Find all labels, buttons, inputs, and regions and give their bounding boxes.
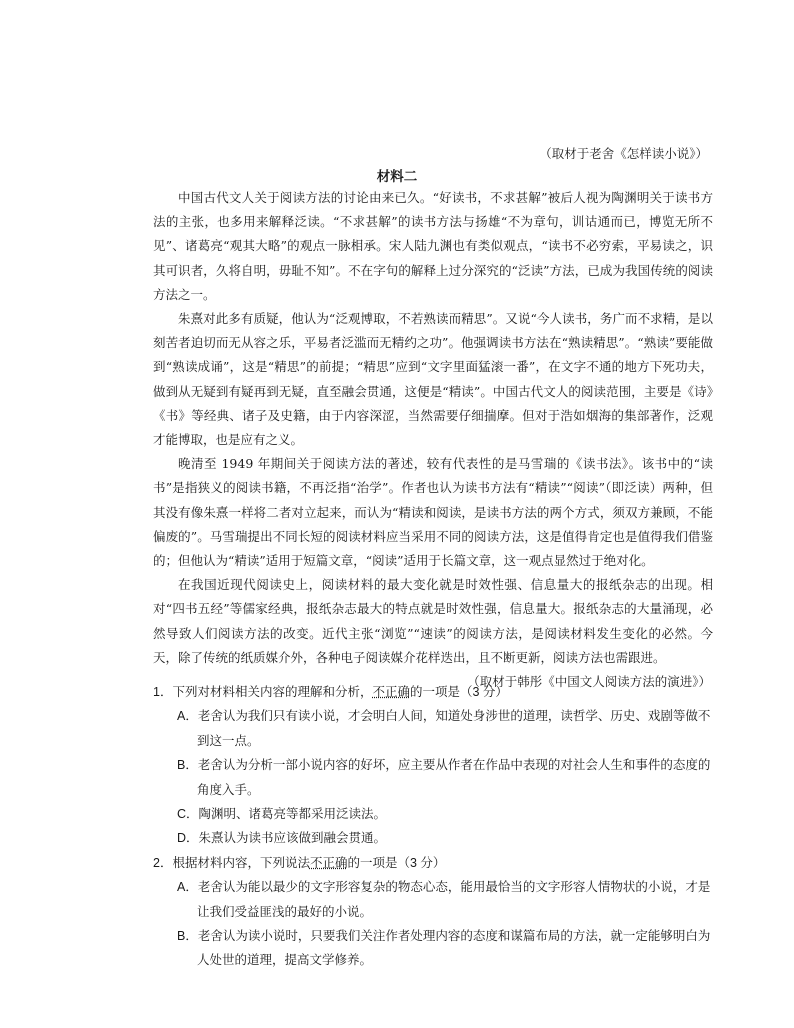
question-stem-text: 1．下列对材料相关内容的理解和分析， [153, 685, 373, 699]
question-1-stem [153, 680, 718, 704]
question-stem-text: 的一项是（3 分） [347, 855, 446, 870]
source-citation-2: （取材于韩彤《中国文人阅读方法的演进》） [467, 674, 711, 690]
question-stem-text: 的一项是（3 分） [409, 685, 508, 699]
paragraph: 中国古代文人关于阅读方法的讨论由来已久。“好读书，不求甚解”被后人视为陶渊明关于读书方法的主张，也多用来解释泛读。“不求甚解”的读书方法与扬雄“不为章句，训诂通而已，博览无所不见”、诸葛亮“观其大略”的观点一脉相承。宋人陆九渊也有类似观点，“读书不必穷索，平易读之，识其可识者，久将自明，毋耻不知”。不在字句的解释上过分深究的“泛读”方法，已成为我国传统的阅读方法之一。 [153, 190, 713, 302]
paragraph: 朱熹对此多有质疑，他认为“泛观博取，不若熟读而精思”。又说“今人读书，务广而不求精，是以刻苦者迫切而无从容之乐，平易者泛滥而无精约之功”。他强调读书方法在“熟读精思”。“熟读”要能做到“熟读成诵”，这是“精思”的前提；“精思”应到“文字里面猛滚一番”，在文字不通的地方下死功夫，做到从无疑到有疑再到无疑，直至融会贯通，这便是“精读”。中国古代文人的阅读范围，主要是《诗》《书》等经典、诸子及史籍，由于内容深涩，当然需要仔细揣摩。但对于浩如烟海的集部著作，泛观才能博取，也是应有之义。 [153, 311, 713, 448]
paragraph: 在我国近现代阅读史上，阅读材料的最大变化就是时效性强、信息量大的报纸杂志的出现。相对“四书五经”等儒家经典，报纸杂志最大的特点就是时效性强，信息量大。报纸杂志的大量涌现，必然导致人们阅读方法的改变。近代主张“浏览”“速读”的阅读方法，是阅读材料发生变化的必然。今天，除了传统的纸质媒介外，各种电子阅读媒介花样迭出，且不断更新，阅读方法也需跟进。 [153, 577, 713, 665]
question-1-option-d: D．朱熹认为读书应该做到融会贯通。 [177, 831, 387, 846]
paragraph: 晚清至 1949 年期间关于阅读方法的著述，较有代表性的是马雪瑞的《读书法》。该书中的“读书”是指狭义的阅读书籍，不再泛指“治学”。作者也认为读书方法有“精读”“阅读”（即泛读）两种，但其没有像朱熹一样将二者对立起来，而认为“精读和阅读，是读书方法的两个方式，须双方兼顾，不能偏废的”。马雪瑞提出不同长短的阅读材料应当采用不同的阅读方法，这是值得肯定也是值得我们借鉴的；但他认为“精读”适用于短篇文章，“阅读”适用于长篇文章，这一观点显然过于绝对化。 [153, 456, 713, 569]
emphasis-text: 不正确 [372, 685, 410, 699]
question-2-option-a: A．老舍认为能以最少的文字形容复杂的物态心态，能用最恰当的文字形容人情物状的小说，才是让我们受益匪浅的最好的小说。 [177, 880, 711, 919]
questions-section [153, 680, 718, 973]
material-two-heading: 材料二 [376, 169, 418, 185]
emphasis-text: 不正确 [309, 855, 348, 870]
question-stem-text: 2．根据材料内容，下列说法 [153, 855, 310, 870]
question-1-option-a: A．老舍认为我们只有读小说，才会明白人间，知道处身涉世的道理，读哲学、历史、戏剧等做不到这一点。 [177, 709, 711, 748]
source-citation-1: （取材于老舍《怎样读小说》） [539, 146, 708, 161]
question-2-stem [153, 851, 718, 875]
question-2-option-b: B．老舍认为读小说时，只要我们关注作者处理内容的态度和谋篇布局的方法，就一定能够明白为人处世的道理，提高文学修养。 [177, 929, 711, 968]
material-two-body [153, 186, 713, 694]
question-1-option-b: B．老舍认为分析一部小说内容的好坏，应主要从作者在作品中表现的对社会人生和事件的态度的角度入手。 [177, 758, 711, 797]
question-1-option-c: C．陶渊明、诸葛亮等都采用泛读法。 [177, 807, 387, 822]
